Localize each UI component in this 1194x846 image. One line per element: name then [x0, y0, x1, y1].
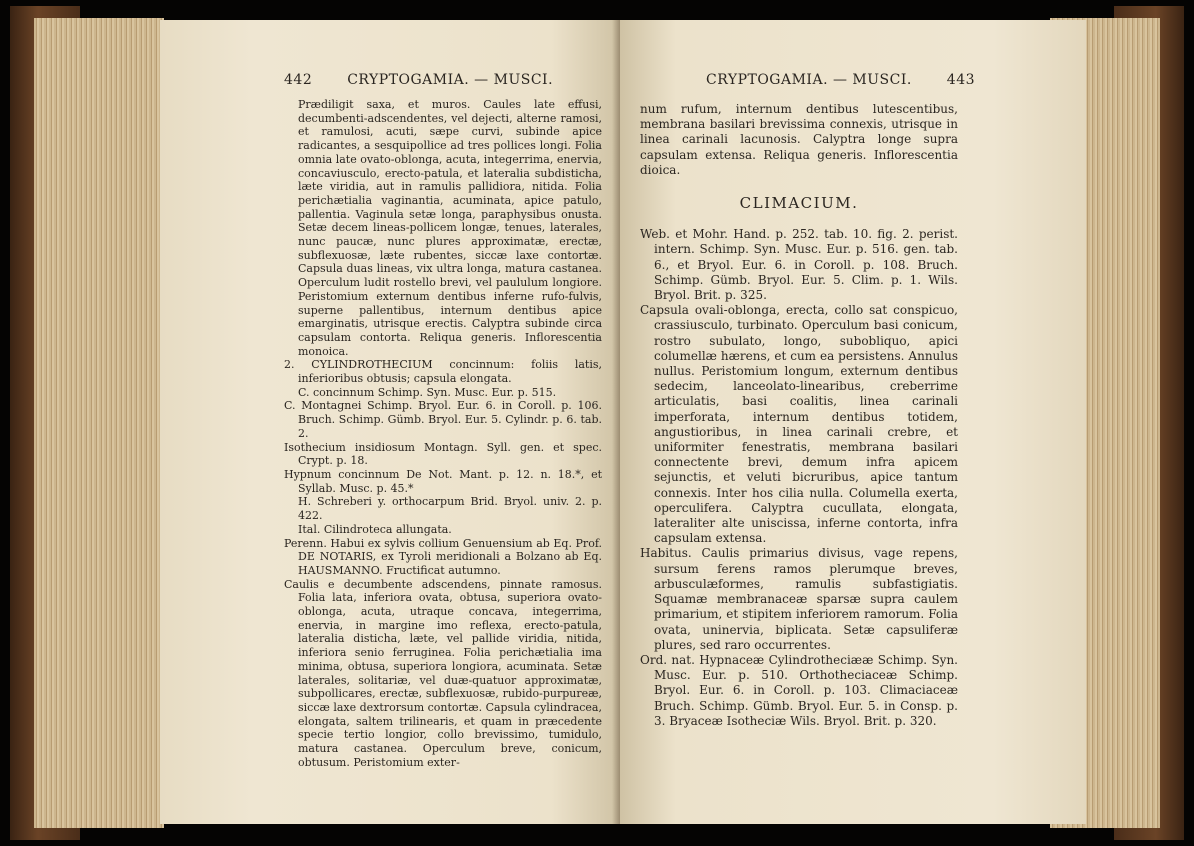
left-paragraph: C. Montagnei Schimp. Bryol. Eur. 6. in Coroll. p. 106. Bruch. Schimp. Gümb. Bryol. Eur. 5. Cylindr. p. 6. tab. 2.: [284, 399, 602, 440]
page-edges-left: [34, 18, 164, 828]
left-running-head: [284, 72, 602, 88]
left-paragraph: Perenn. Habui ex sylvis collium Genuensium ab Eq. Prof. DE NOTARIS, ex Tyroli meridionali a Bolzano ab Eq. HAUSMANNO. Fructificat autumno.: [284, 536, 602, 577]
left-paragraph: Ital. Cilindroteca allungata.: [298, 522, 452, 536]
right-page: [620, 20, 1086, 824]
right-running-title: CRYPTOGAMIA. — MUSCI.: [706, 72, 912, 88]
left-paragraph: 2. CYLINDROTHECIUM concinnum: foliis latis, inferioribus obtusis; capsula elongata.: [284, 358, 602, 386]
right-paragraph: Habitus. Caulis primarius divisus, vage repens, sursum ferens ramos plerumque breves, arbusculæformes, ramulis subfastigiatis. Squamæ membranaceæ sparsæ supra caulem primarium, et stipitem inferiorem ramorum. Folia ovata, uninervia, biplicata. Setæ capsuliferæ plures, sed raro occurrentes.: [640, 546, 958, 652]
left-page-body: [284, 98, 602, 769]
left-running-title: CRYPTOGAMIA. — MUSCI.: [347, 72, 554, 88]
left-paragraph: H. Schreberi y. orthocarpum Brid. Bryol. univ. 2. p. 422.: [298, 495, 602, 523]
left-paragraph: C. concinnum Schimp. Syn. Musc. Eur. p. 515.: [298, 385, 557, 399]
right-paragraph: Capsula ovali-oblonga, erecta, collo sat conspicuo, crassiusculo, turbinato. Operculum basi conicum, rostro subulato, longo, subobliquo, apici columellæ hærens, et cum ea persistens. Annulus nullus. Peristomium longum, externum dentibus sedecim, lanceolato-linearibus, creberrime articulatis, basi coalitis, linea carinali imperforata, internum dentibus totidem, angustioribus, in linea carinali crebre, et uniformiter fenestratis, membrana basilari connectente brevi, demum infra apicem sejunctis, et veluti bicruribus, apice tantum connexis. Inter hos cilia nulla. Columella exerta, operculifera. Calyptra cucullata, elongata, lateraliter alte uniscissa, inferne contorta, infra capsulam extensa.: [640, 303, 958, 546]
right-paragraph: Ord. nat. Hypnaceæ Cylindrotheciææ Schimp. Syn. Musc. Eur. p. 510. Orthotheciaceæ Schimp. Bryol. Eur. 6. in Coroll. p. 103. Climaciaceæ Bruch. Schimp. Gümb. Bryol. Eur. 5. in Consp. p. 3. Bryaceæ Isotheciæ Wils. Bryol. Brit. p. 320.: [640, 652, 958, 728]
left-page-number: 442: [284, 72, 313, 88]
right-paragraph: Web. et Mohr. Hand. p. 252. tab. 10. fig. 2. perist. intern. Schimp. Syn. Musc. Eur. p. 516. gen. tab. 6., et Bryol. Eur. 6. in Coroll. p. 108. Bruch. Schimp. Gümb. Bryol. Eur. 5. Clim. p. 1. Wils. Bryol. Brit. p. 325.: [640, 227, 958, 303]
section-heading: CLIMACIUM.: [739, 194, 859, 213]
left-paragraph: Prædiligit saxa, et muros. Caules late effusi, decumbenti-adscendentes, vel dejecti, alterne ramosi, et ramulosi, acuti, sæpe curvi, subinde apice radicantes, a sesquipollice ad tres pollices longi. Folia omnia late ovato-oblonga, acuta, integerrima, enervia, concaviusculo, erecto-patula, et lateralia subdisticha, læte viridia, aut in ramulis pallidiora, nitida. Folia perichætialia vaginantia, acuminata, apice patulo, pallentia. Vaginula setæ longa, paraphysibus onusta. Setæ decem lineas-pollicem longæ, tenues, laterales, nunc paucæ, nunc plures approximatæ, erectæ, subflexuosæ, læte rubentes, siccæ laxe contortæ. Capsula duas lineas, vix ultra longa, matura castanea. Operculum ludit rostello brevi, vel paululum longiore. Peristomium externum dentibus inferne rufo-fulvis, superne pallentibus, internum dentibus apice emarginatis, utrisque erectis. Calyptra subinde circa capsulam contorta. Reliqua generis. Inflorescentia monoica.: [298, 98, 602, 358]
left-page: [160, 20, 620, 824]
right-page-number: 443: [946, 72, 976, 88]
right-running-head: [706, 72, 976, 88]
right-intro-paragraph: num rufum, internum dentibus lutescentibus, membrana basilari brevissima connexis, utrisque in linea carinali lacunosis. Calyptra longe supra capsulam extensa. Reliqua generis. Inflorescentia dioica.: [640, 102, 958, 177]
left-paragraph: Hypnum concinnum De Not. Mant. p. 12. n. 18.*, et Syllab. Musc. p. 45.*: [284, 467, 602, 495]
left-paragraph: Isothecium insidiosum Montagn. Syll. gen. et spec. Crypt. p. 18.: [284, 440, 602, 468]
right-page-body: [640, 102, 958, 729]
right-paragraphs: [640, 227, 958, 729]
left-paragraph: Caulis e decumbente adscendens, pinnate ramosus. Folia lata, inferiora ovata, obtusa, superiora ovato-oblonga, acuta, utraque concava, integerrima, enervia, in margine imo reflexa, erecto-patula, lateralia disticha, læte, vel pallide viridia, nitida, inferiora senio ferruginea. Folia perichætialia ima minima, obtusa, superiora longiora, acuminata. Setæ laterales, solitariæ, vel duæ-quatuor approximatæ, subpollicares, erectæ, subflexuosæ, rubido-purpureæ, siccæ laxe dextrorsum contortæ. Capsula cylindracea, elongata, saltem trilinearis, et quam in præcedente specie tertio longior, collo brevissimo, tumidulo, matura castanea. Operculum breve, conicum, obtusum. Peristomium exter-: [284, 577, 602, 769]
